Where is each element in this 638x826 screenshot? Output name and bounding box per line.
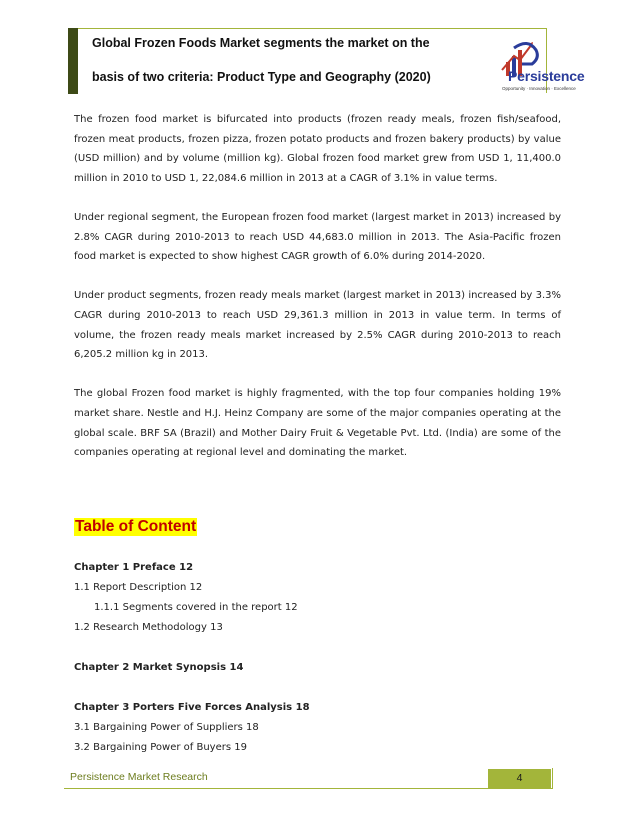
toc-chapter-1: Chapter 1 Preface 12 — [74, 562, 194, 573]
toc-title: Table of Content — [75, 518, 197, 535]
paragraph: The global Frozen food market is highly fragmented, with the top four companies holding 19% market share. Nestle and H.J. Heinz Company are some of the major companies operating at the global scale. BRF SA (Brazil) and Mother Dairy Fruit & Vegetable Pvt. Ltd. (India) are some of the companies operating at regional level and dominating the market. — [74, 388, 561, 459]
toc-entry: 1.1 Report Description 12 — [74, 582, 203, 593]
toc-entry: 3.1 Bargaining Power of Suppliers 18 — [74, 722, 259, 733]
page-title — [92, 34, 472, 86]
title-line-1: Global Frozen Foods Market segments the market on the — [92, 36, 430, 50]
body-text — [74, 110, 561, 482]
header-accent-bar — [68, 28, 78, 94]
logo-text: Persistence — [508, 68, 585, 84]
page-number: 4 — [488, 769, 551, 788]
paragraph: Under regional segment, the European frozen food market (largest market in 2013) increased by 2.8% CAGR during 2010-2013 to reach USD 44,683.0 million in 2013. The Asia-Pacific frozen food market is expected to show highest CAGR growth of 6.0% during 2014-2020. — [74, 211, 561, 263]
toc-chapter-2: Chapter 2 Market Synopsis 14 — [74, 662, 244, 673]
logo-tagline: Opportunity · Innovation · Excellence — [502, 86, 576, 91]
toc-entry: 1.2 Research Methodology 13 — [74, 622, 223, 633]
paragraph: The frozen food market is bifurcated into products (frozen ready meals, frozen fish/seafood, frozen meat products, frozen pizza, frozen potato products and frozen bakery products) by value (USD million) and by volume (million kg). Global frozen food market grew from USD 1, 11,400.0 million in 2010 to USD 1, 22,084.6 million in 2013 at a CAGR of 3.1% in value terms. — [74, 114, 561, 184]
table-of-contents — [74, 558, 561, 758]
toc-chapter-3: Chapter 3 Porters Five Forces Analysis 18 — [74, 702, 310, 713]
footer-company: Persistence Market Research — [70, 771, 208, 783]
toc-entry: 1.1.1 Segments covered in the report 12 — [94, 602, 298, 613]
title-line-2: basis of two criteria: Product Type and Geography (2020) — [92, 70, 431, 84]
toc-entry: 3.2 Bargaining Power of Buyers 19 — [74, 742, 247, 753]
paragraph: Under product segments, frozen ready meals market (largest market in 2013) increased by 3.3% CAGR during 2010-2013 to reach USD 29,361.3 million in 2013 in value term. In terms of volume, the frozen ready meals market increased by 2.5% CAGR during 2010-2013 to reach 6,205.2 million kg in 2013. — [74, 290, 561, 361]
